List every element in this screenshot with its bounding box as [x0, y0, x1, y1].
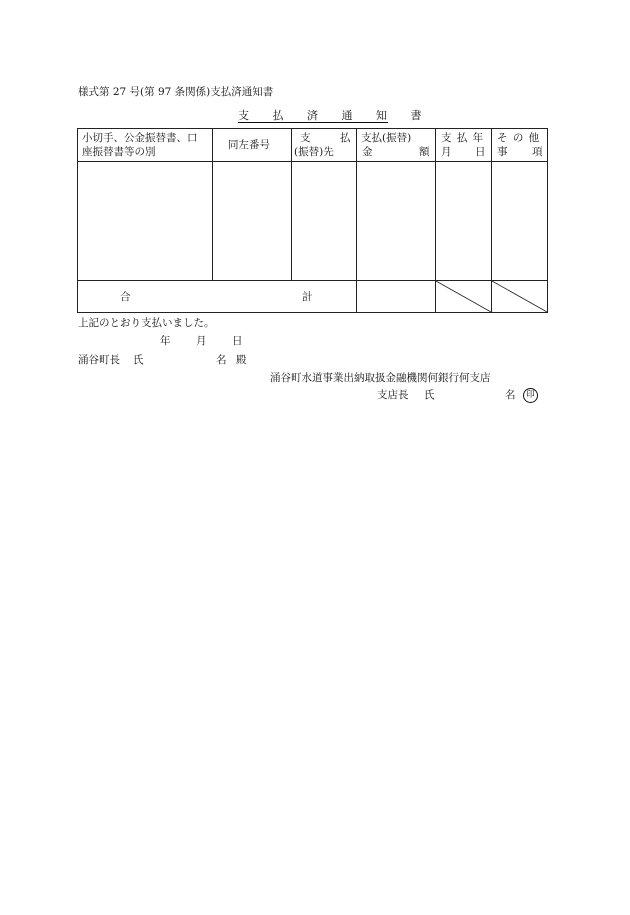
col-divider-2: [291, 128, 292, 281]
date-year: 年: [160, 335, 171, 347]
header-payee-line2: (振替)先: [294, 146, 334, 158]
header-kind-line2: 座振替書等の別: [82, 146, 156, 158]
addressee-shi: 氏: [133, 354, 144, 366]
total-label-left: 合: [120, 291, 131, 303]
col-divider-1: [212, 128, 213, 281]
header-other-a: 事: [497, 146, 508, 158]
form-number: 様式第 27 号(第 97 条関係)支払済通知書: [78, 86, 274, 98]
col-divider-3: [356, 128, 357, 313]
header-amount-line1: 支払(振替): [361, 132, 412, 144]
date-month: 月: [196, 335, 207, 347]
body-statement: 上記のとおり支払いました。: [78, 317, 215, 329]
document-title: 支 払 済 通 知 書: [238, 109, 432, 122]
header-amount-b: 額: [419, 146, 430, 158]
header-ref-no: 同左番号: [228, 139, 270, 151]
total-other-slash: [492, 281, 547, 312]
issuer-title: 支店長: [377, 389, 409, 401]
header-date-line1: 支 払 年: [441, 132, 485, 144]
seal-icon: 印: [523, 388, 538, 403]
issuer-mei: 名: [505, 389, 516, 401]
addressee-honorific: 殿: [236, 354, 247, 366]
table-bottom-border: [77, 312, 548, 313]
table-right-border: [547, 128, 548, 313]
header-payee-b: 払: [340, 132, 351, 144]
header-kind-line1: 小切手、公金振替書、口: [82, 132, 198, 144]
issuer-shi: 氏: [424, 389, 435, 401]
date-day: 日: [232, 335, 243, 347]
addressee-title: 涌谷町長: [78, 354, 120, 366]
header-payee-a: 支: [300, 132, 311, 144]
header-other-line1: そ の 他: [497, 132, 541, 144]
total-label-right: 計: [302, 291, 313, 303]
header-divider: [77, 161, 548, 162]
header-date-b: 日: [475, 146, 486, 158]
header-date-a: 月: [441, 146, 452, 158]
issuer-institution: 涌谷町水道事業出納取扱金融機関何銀行何支店: [270, 372, 491, 384]
header-amount-a: 金: [362, 146, 373, 158]
table-left-border: [77, 128, 78, 313]
header-other-b: 項: [532, 146, 543, 158]
addressee-mei: 名: [216, 354, 227, 366]
table-top-border: [77, 128, 548, 129]
total-date-slash: [436, 281, 491, 312]
